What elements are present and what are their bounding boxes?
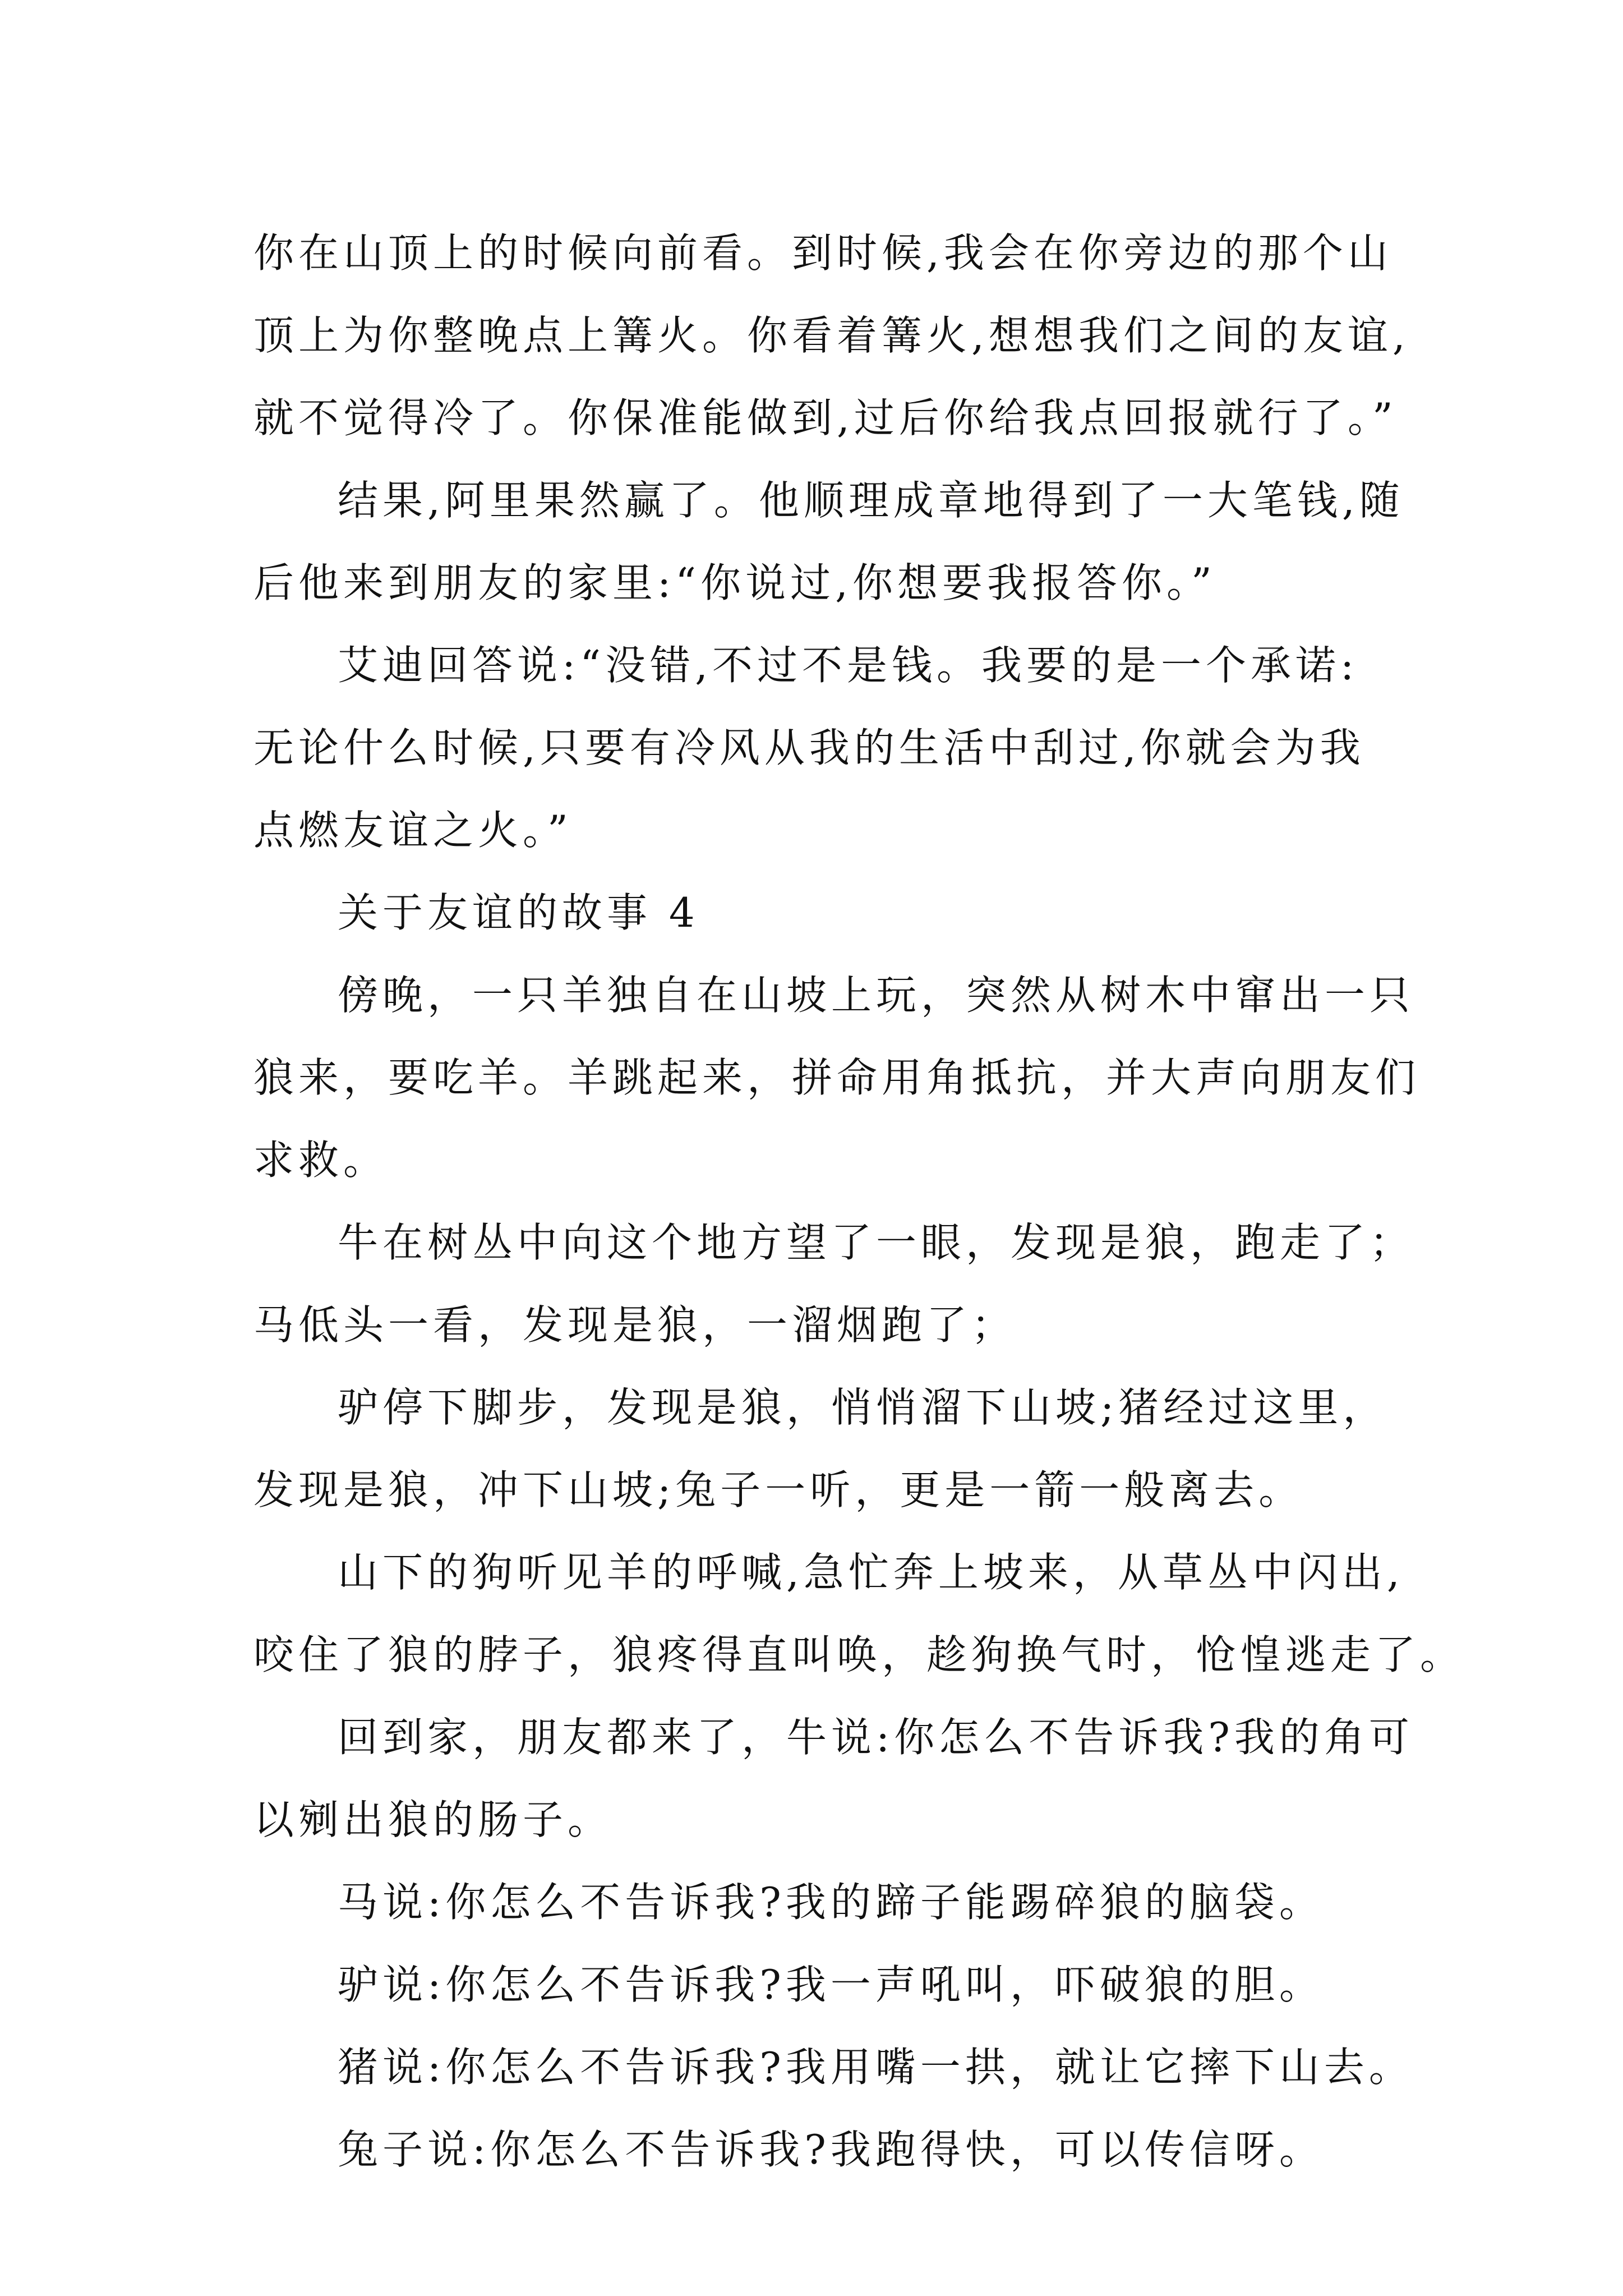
- text-line-6: 艾迪回答说:“没错,不过不是钱。我要的是一个承诺:: [338, 642, 1359, 689]
- text-line-16: 发现是狼，冲下山坡;兔子一听，更是一箭一般离去。: [253, 1466, 1304, 1513]
- text-line-13: 牛在树丛中向这个地方望了一眼，发现是狼，跑走了；: [338, 1219, 1415, 1266]
- text-line-18: 咬住了狼的脖子，狼疼得直叫唤，趁狗换气时，怆惶逃走了。: [253, 1631, 1465, 1678]
- text-line-15: 驴停下脚步，发现是狼，悄悄溜下山坡;猪经过这里，: [338, 1384, 1388, 1431]
- text-line-17: 山下的狗听见羊的呼喊,急忙奔上坡来，从草丛中闪出,: [338, 1549, 1404, 1596]
- text-line-5: 后他来到朋友的家里:“你说过,你想要我报答你。”: [253, 559, 1216, 606]
- text-line-12: 求救。: [253, 1137, 389, 1184]
- text-line-24: 兔子说:你怎么不告诉我?我跑得快，可以传信呀。: [338, 2126, 1324, 2173]
- document-body: [253, 212, 1465, 2191]
- text-line-22: 驴说:你怎么不告诉我?我一声吼叫，吓破狼的胆。: [338, 1961, 1324, 2008]
- section-heading: 关于友谊的故事 4: [338, 889, 699, 936]
- text-line-7: 无论什么时候,只要有冷风从我的生活中刮过,你就会为我: [253, 724, 1365, 771]
- text-line-20: 以剜出狼的肠子。: [253, 1796, 613, 1843]
- text-line-8: 点燃友谊之火。”: [253, 807, 573, 854]
- text-line-19: 回到家，朋友都来了，牛说:你怎么不告诉我?我的角可: [338, 1714, 1414, 1761]
- text-line-10: 傍晚，一只羊独自在山坡上玩，突然从树木中窜出一只: [338, 972, 1415, 1019]
- text-line-1: 你在山顶上的时候向前看。到时候,我会在你旁边的那个山: [253, 229, 1393, 277]
- text-line-4: 结果,阿里果然赢了。他顺理成章地得到了一大笔钱,随: [338, 477, 1404, 524]
- text-line-23: 猪说:你怎么不告诉我?我用嘴一拱，就让它摔下山去。: [338, 2044, 1414, 2091]
- text-line-21: 马说:你怎么不告诉我?我的蹄子能踢碎狼的脑袋。: [338, 1879, 1324, 1926]
- text-line-11: 狼来，要吃羊。羊跳起来，拼命用角抵抗，并大声向朋友们: [253, 1054, 1421, 1101]
- text-line-2: 顶上为你整晚点上篝火。你看着篝火,想想我们之间的友谊,: [253, 312, 1410, 359]
- text-line-14: 马低头一看，发现是狼，一溜烟跑了；: [253, 1301, 1017, 1349]
- text-line-3: 就不觉得冷了。你保准能做到,过后你给我点回报就行了。”: [253, 394, 1398, 441]
